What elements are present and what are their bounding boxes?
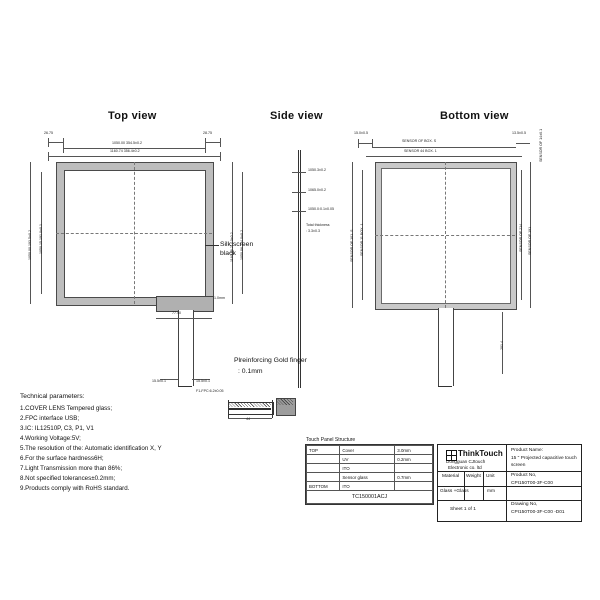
structure-value bbox=[395, 464, 433, 473]
dim-left-inner: 1050.15 191.0±0.1 bbox=[39, 224, 43, 254]
dim-right-inner: 1050.86 214.0±0.2 bbox=[240, 230, 244, 260]
dim-fpc-len: F1-FPC:6.2±0.05 bbox=[196, 389, 224, 393]
silk-screen-label-2: black bbox=[220, 250, 236, 257]
table-row bbox=[307, 464, 433, 473]
bottom-vdim-left-1: SENSOR OF 101. S bbox=[350, 229, 354, 262]
product-no-value: CPI150T00-3F-C00 bbox=[511, 481, 553, 486]
panel-active-area bbox=[64, 170, 206, 298]
technical-parameters bbox=[20, 392, 162, 494]
structure-layer: UV bbox=[340, 455, 395, 464]
weight-label: Weight bbox=[466, 474, 481, 479]
tech-item: 8.Not specified tolerances±0.2mm; bbox=[20, 475, 116, 482]
table-row bbox=[307, 473, 433, 482]
tech-heading: Technical parameters: bbox=[20, 393, 85, 400]
bottom-dim-right-1: 13.5±0.5 bbox=[512, 131, 526, 135]
side-total-thickness-value: : 3.3±0.3 bbox=[306, 229, 320, 233]
tech-item: 9.Products comply with RoHS standard. bbox=[20, 485, 130, 493]
dim-left-outer: 1050.00 193.5±0.2 bbox=[28, 230, 32, 260]
fpc-cross-section-detail: 44 bbox=[228, 392, 300, 428]
table-row bbox=[307, 482, 433, 491]
structure-pos bbox=[307, 464, 340, 473]
dim-right-outer: 1160.86 214.0±0.2 bbox=[230, 232, 234, 262]
tech-item: 3.IC: IL12510P, C3, P1, V1 bbox=[20, 424, 94, 432]
table-row bbox=[307, 491, 433, 504]
table-row bbox=[307, 446, 433, 455]
bottom-fpc-tail bbox=[438, 308, 454, 386]
drawing-no-label: Drawing No, bbox=[511, 502, 538, 507]
drawing-no-value: CPI150T00-3F-C00 -D01 bbox=[511, 510, 565, 515]
touch-panel-structure-table bbox=[305, 437, 434, 505]
structure-value: 0.2mm bbox=[395, 455, 433, 464]
unit-value: mm bbox=[487, 489, 495, 494]
structure-pos bbox=[307, 473, 340, 482]
bottom-dim-top-sensor-2: SENSOR 44 BOX. 1 bbox=[404, 149, 437, 153]
product-name-value: 15 " Projected capacitive touch screen bbox=[511, 456, 577, 468]
side-dim-1: 1050.3±0.2 bbox=[308, 168, 326, 172]
bottom-vdim-left-2: SENSOR 11 BOX. 1 bbox=[360, 223, 364, 256]
brand-name: ThinkTouch bbox=[458, 449, 503, 458]
side-dim-2: 1065.0±0.2 bbox=[308, 188, 326, 192]
dim-fpc-right: 15.5±0.1 bbox=[196, 379, 210, 383]
dim-top-outer: 1160.74 356.4±0.2 bbox=[110, 149, 140, 153]
dim-top-right-small: 28.75 bbox=[203, 131, 212, 135]
bottom-dim-tail: 201.4 bbox=[500, 341, 504, 350]
reinforcing-label-1: Plreinforcing Gold finger bbox=[234, 357, 307, 364]
tech-item: 2.FPC interface USB; bbox=[20, 414, 80, 422]
bottom-dim-top-sensor: SENSOR OF BOX. S bbox=[402, 139, 437, 143]
glass-active-area bbox=[381, 168, 511, 304]
table-row bbox=[307, 455, 433, 464]
unit-label: Unit bbox=[486, 474, 495, 479]
dim-top-inner: 1050.00 354.5±0.2 bbox=[112, 141, 142, 145]
structure-pos: BOTTOM bbox=[307, 482, 340, 491]
bottom-dim-right-2: SENSOR OF 14±0.1 bbox=[539, 128, 543, 162]
side-dim-3: 1050.0:0.1±0.05 bbox=[308, 207, 334, 211]
structure-code: TC150001ACJ bbox=[307, 491, 433, 504]
sheet-value: Sheet 1 of 1 bbox=[450, 507, 476, 512]
material-label: Material bbox=[442, 474, 460, 479]
side-view-title: Side view bbox=[270, 110, 323, 122]
bottom-dim-left: 15.0±0.5 bbox=[354, 131, 368, 135]
structure-value bbox=[395, 482, 433, 491]
tech-item: 1.COVER LENS Tempered glass; bbox=[20, 404, 113, 412]
structure-pos: TOP bbox=[307, 446, 340, 455]
material-value: Glass +Glass bbox=[440, 489, 469, 494]
title-block bbox=[437, 444, 582, 522]
reinforcing-label-2: : 0.1mm bbox=[238, 368, 263, 375]
dim-fpc-left: 15.5±0.1 bbox=[152, 379, 166, 383]
tech-item: 6.For the surface hardness6H; bbox=[20, 454, 104, 462]
dim-bottom-tab: 77.40 bbox=[172, 311, 181, 315]
tech-item: 5.The resolution of the: Automatic identification X, Y bbox=[20, 444, 162, 452]
structure-layer: ITO bbox=[340, 482, 395, 491]
side-total-thickness-label: Total thickness bbox=[306, 223, 330, 227]
dim-fpc-pitch: 1.0mm bbox=[214, 296, 225, 300]
bottom-vdim-right-1: SENSOR OF 191 bbox=[528, 226, 532, 255]
product-no-label: Product No, bbox=[511, 473, 537, 478]
structure-value: 0.7mm bbox=[395, 473, 433, 482]
structure-layer: Sensor glass bbox=[340, 473, 395, 482]
dim-top-left-small: 26.75 bbox=[44, 131, 53, 135]
structure-layer: Cover bbox=[340, 446, 395, 455]
bottom-vdim-right-2: SENSOR OF 214 bbox=[519, 223, 523, 252]
structure-layer: ITO bbox=[340, 464, 395, 473]
top-view-title: Top view bbox=[108, 110, 157, 122]
tech-item: 7.Light Transmission more than 86%; bbox=[20, 464, 123, 472]
company-line-1: Dongguan CJtouch bbox=[446, 459, 486, 464]
tech-item: 4.Working Voltage:5V; bbox=[20, 434, 81, 442]
bottom-view-title: Bottom view bbox=[440, 110, 509, 122]
company-line-2: Electronic co. ltd bbox=[448, 465, 482, 470]
product-name-label: Product Name: bbox=[511, 448, 543, 453]
silk-screen-label-1: Silk screen bbox=[220, 241, 254, 248]
fpc-tail bbox=[178, 310, 194, 386]
structure-table-caption: Touch Panel Structure bbox=[306, 437, 356, 443]
structure-value: 3.0mm bbox=[395, 446, 433, 455]
structure-pos bbox=[307, 455, 340, 464]
